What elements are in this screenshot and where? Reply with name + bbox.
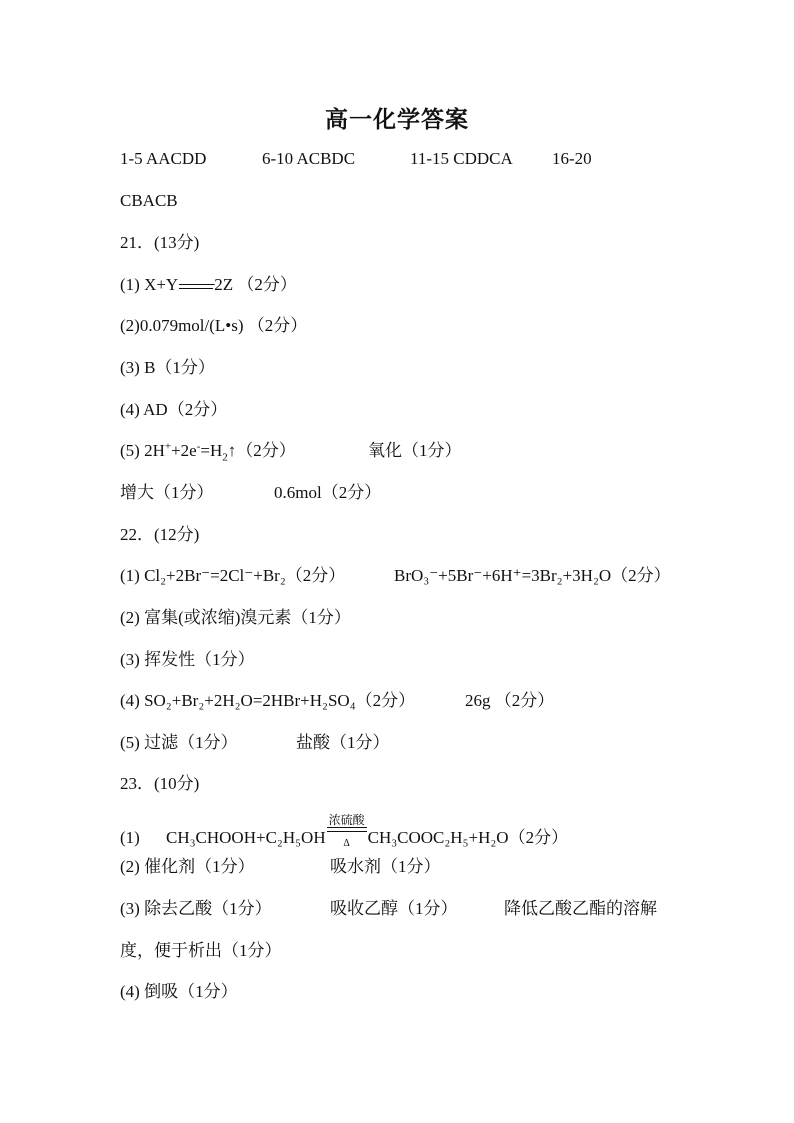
q21-part1-products: 2Z （2分） [214,275,297,294]
arrow-condition-bottom: Δ [343,838,350,849]
q22-part4 [120,689,554,713]
choice-answers-row [120,147,592,171]
q21-part5-answer-b: 氧化（1分） [368,441,462,460]
q22-part5-a: (5) 过滤（1分） [120,733,238,752]
q23-part3 [120,897,657,921]
q22-part1 [120,564,671,588]
choice-group-1: 1-5 AACDD [120,149,207,168]
reversible-arrow-icon [179,278,213,294]
q23-part2-a: (2) 催化剂（1分） [120,857,255,876]
q21-header: 21．(13分) [120,233,200,252]
choice-group-4-cont: CBACB [120,191,178,210]
q23-part1-label: (1) [120,828,140,847]
choice-group-3: 11-15 CDDCA [410,149,513,168]
q21-part5 [120,439,462,463]
q21-part6 [120,481,381,505]
q21-part1 [120,273,297,297]
q22-part1-a: (1) Cl₂+2Br⁻=2Cl⁻+Br₂（2分） [120,566,346,585]
q23-part3-a: (3) 除去乙酸（1分） [120,899,272,918]
q22-part3: (3) 挥发性（1分） [120,650,255,669]
q23-part1-reactants: CH₃CHOOH+C₂H₅OH [166,828,326,847]
q21-part6-b: 0.6mol（2分） [274,483,382,502]
q21-part6-a: 增大（1分） [120,483,214,502]
q22-part5-b: 盐酸（1分） [296,733,390,752]
choice-group-2: 6-10 ACBDC [262,149,356,168]
condition-arrow-icon [327,814,367,848]
arrow-condition-top: 浓硫酸 [328,813,365,827]
q21-part5-equation: (5) $2H^++2e^-=H_2↑(2$分） [120,440,296,464]
q23-part3-cont: 度，便于析出（1分） [120,941,282,960]
q21-part3: (3) B（1分） [120,358,215,377]
q22-part1-b: BrO₃⁻+5Br⁻+6H⁺=3Br₂+3H₂O（2分） [394,566,671,585]
q23-part1-products: CH₃COOC₂H₅+H₂O（2分） [367,828,569,847]
q23-part1 [120,814,568,850]
q22-part2: (2) 富集(或浓缩)溴元素（1分） [120,608,351,627]
q23-part3-c: 降低乙酸乙酯的溶解 [504,899,657,918]
page-title: 高一化学答案 [325,107,469,132]
q22-part4-b: 26g （2分） [465,691,555,710]
q23-part3-b: 吸收乙醇（1分） [330,899,458,918]
q23-part2-b: 吸水剂（1分） [330,857,441,876]
q22-part5 [120,731,390,755]
q21-part4: (4) AD（2分） [120,400,228,419]
q22-part4-a: (4) SO₂+Br₂+2H₂O=2HBr+H₂SO₄（2分） [120,691,416,710]
q23-part2 [120,855,441,879]
q22-header: 22．(12分) [120,525,200,544]
q21-part2: (2)0.079mol/(L•s) （2分） [120,316,308,335]
q23-header: 23．(10分) [120,774,200,793]
q21-part1-reactants: (1) X+Y [120,275,179,294]
choice-group-4: 16-20 [552,149,592,168]
q23-part4: (4) 倒吸（1分） [120,982,238,1001]
